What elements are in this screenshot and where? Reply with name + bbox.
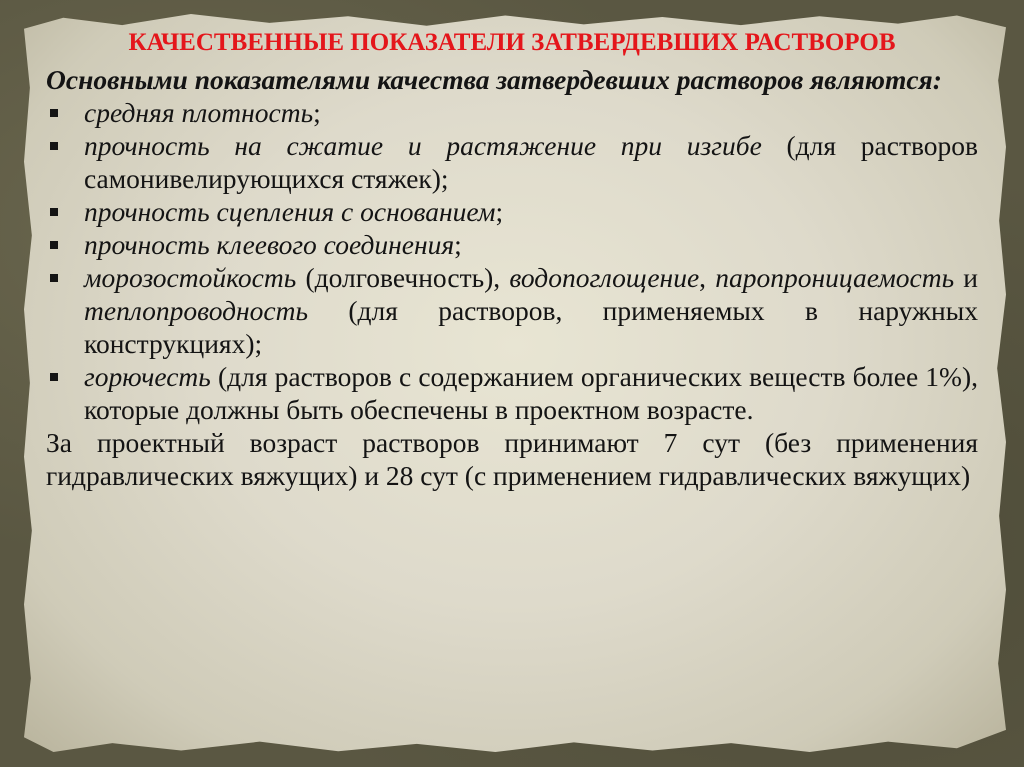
indicator-term: паропроницаемость <box>715 262 955 293</box>
indicator-term: теплопроводность <box>84 295 308 326</box>
list-item <box>46 96 978 129</box>
indicator-term: прочность сцепления с основанием <box>84 196 496 227</box>
indicator-note: (долговечность), <box>296 262 510 293</box>
square-bullet-icon <box>50 109 58 117</box>
indicator-term: морозостойкость <box>84 262 297 293</box>
list-item <box>46 261 978 360</box>
indicator-note: ; <box>313 97 321 128</box>
indicator-note: (для растворов самонивелирующихся стяжек); <box>84 130 978 194</box>
indicator-term: прочность клеевого соединения <box>84 229 455 260</box>
square-bullet-icon <box>50 241 58 249</box>
indicator-term: водопоглощение <box>509 262 700 293</box>
square-bullet-icon <box>50 373 58 381</box>
square-bullet-icon <box>50 142 58 150</box>
indicator-note: ; <box>495 196 504 227</box>
indicator-note: , <box>699 262 716 293</box>
indicator-note: ; <box>454 229 462 260</box>
list-item <box>46 360 978 426</box>
list-item <box>46 228 978 261</box>
indicator-term: прочность на сжатие и растяжение при изгибе <box>84 130 762 161</box>
slide-title: КАЧЕСТВЕННЫЕ ПОКАЗАТЕЛИ ЗАТВЕРДЕВШИХ РАСТВОРОВ <box>128 29 896 56</box>
indicator-note: (для растворов, применяемых в наружных конструкциях); <box>84 295 978 359</box>
indicator-note: и <box>954 262 978 293</box>
list-item <box>46 129 978 195</box>
intro-paragraph: Основными показателями качества затвердевших растворов являются: <box>46 64 942 95</box>
quality-indicators-list <box>46 96 978 426</box>
square-bullet-icon <box>50 208 58 216</box>
list-item <box>46 195 978 228</box>
slide-content <box>46 26 978 492</box>
indicator-note: (для растворов с содержанием органических веществ более 1%), которые должны быть обеспечены в проектном возрасте. <box>84 361 978 425</box>
closing-paragraph: За проектный возраст растворов принимают 7 сут (без применения гидравлических вяжущих) и 28 сут (с применением гидравлических вяжущих) <box>46 427 978 491</box>
square-bullet-icon <box>50 274 58 282</box>
indicator-term: средняя плотность <box>84 97 314 128</box>
indicator-term: горючесть <box>84 361 211 392</box>
